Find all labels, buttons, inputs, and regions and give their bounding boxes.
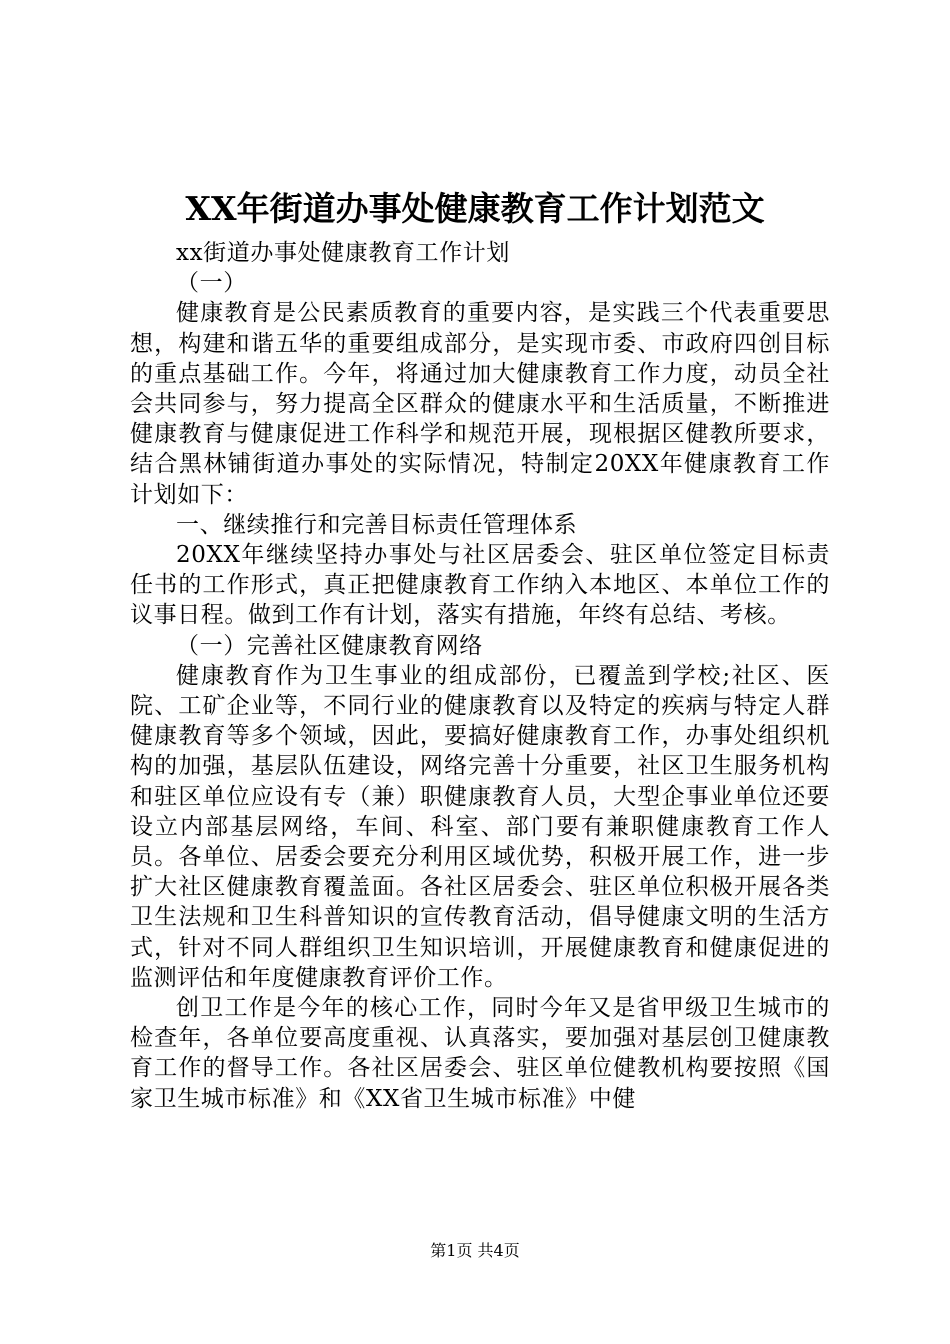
page-footer: 第1页 共4页	[430, 1241, 520, 1260]
paragraph-heading-1-1: （一）完善社区健康教育网络	[176, 632, 483, 659]
paragraph-intro: 健康教育是公民素质教育的重要内容，是实践三个代表重要思想，构建和谐五华的重要组成部分，是实现市委、市政府四创目标的重点基础工作。今年，将通过加大健康教育工作力度，动员全社会共同参与，努力提高全区群众的健康水平和生活质量，不断推进健康教育与健康促进工作科学和规范开展，现根据区健教所要求，结合黑林铺街道办事处的实际情况，特制定20XX年健康教育工作计划如下：	[130, 300, 830, 508]
document-body	[130, 238, 830, 1114]
paragraph-heading-1: 一、继续推行和完善目标责任管理体系	[176, 511, 578, 538]
paragraph-section-marker: （一）	[176, 270, 247, 297]
paragraph-network: 健康教育作为卫生事业的组成部份，已覆盖到学校;社区、医院、工矿企业等，不同行业的健康教育以及特定的疾病与特定人群健康教育等多个领域，因此，要搞好健康教育工作，办事处组织机构的加强，基层队伍建设，网络完善十分重要，社区卫生服务机构和驻区单位应设有专（兼）职健康教育人员，大型企事业单位还要设立内部基层网络，车间、科室、部门要有兼职健康教育工作人员。各单位、居委会要充分利用区域优势，积极开展工作，进一步扩大社区健康教育覆盖面。各社区居委会、驻区单位积极开展各类卫生法规和卫生科普知识的宣传教育活动，倡导健康文明的生活方式，针对不同人群组织卫生知识培训，开展健康教育和健康促进的监测评估和年度健康教育评价工作。	[130, 662, 830, 991]
paragraph-sanitation: 创卫工作是今年的核心工作，同时今年又是省甲级卫生城市的检查年，各单位要高度重视、认真落实，要加强对基层创卫健康教育工作的督导工作。各社区居委会、驻区单位健教机构要按照《国家卫生城市标准》和《XX省卫生城市标准》中健	[130, 995, 830, 1112]
paragraph-responsibility: 20XX年继续坚持办事处与社区居委会、驻区单位签定目标责任书的工作形式，真正把健康教育工作纳入本地区、本单位工作的议事日程。做到工作有计划，落实有措施，年终有总结、考核。	[130, 542, 830, 629]
document-title: XX年街道办事处健康教育工作计划范文	[185, 189, 765, 228]
paragraph-subtitle: xx街道办事处健康教育工作计划	[176, 240, 510, 266]
